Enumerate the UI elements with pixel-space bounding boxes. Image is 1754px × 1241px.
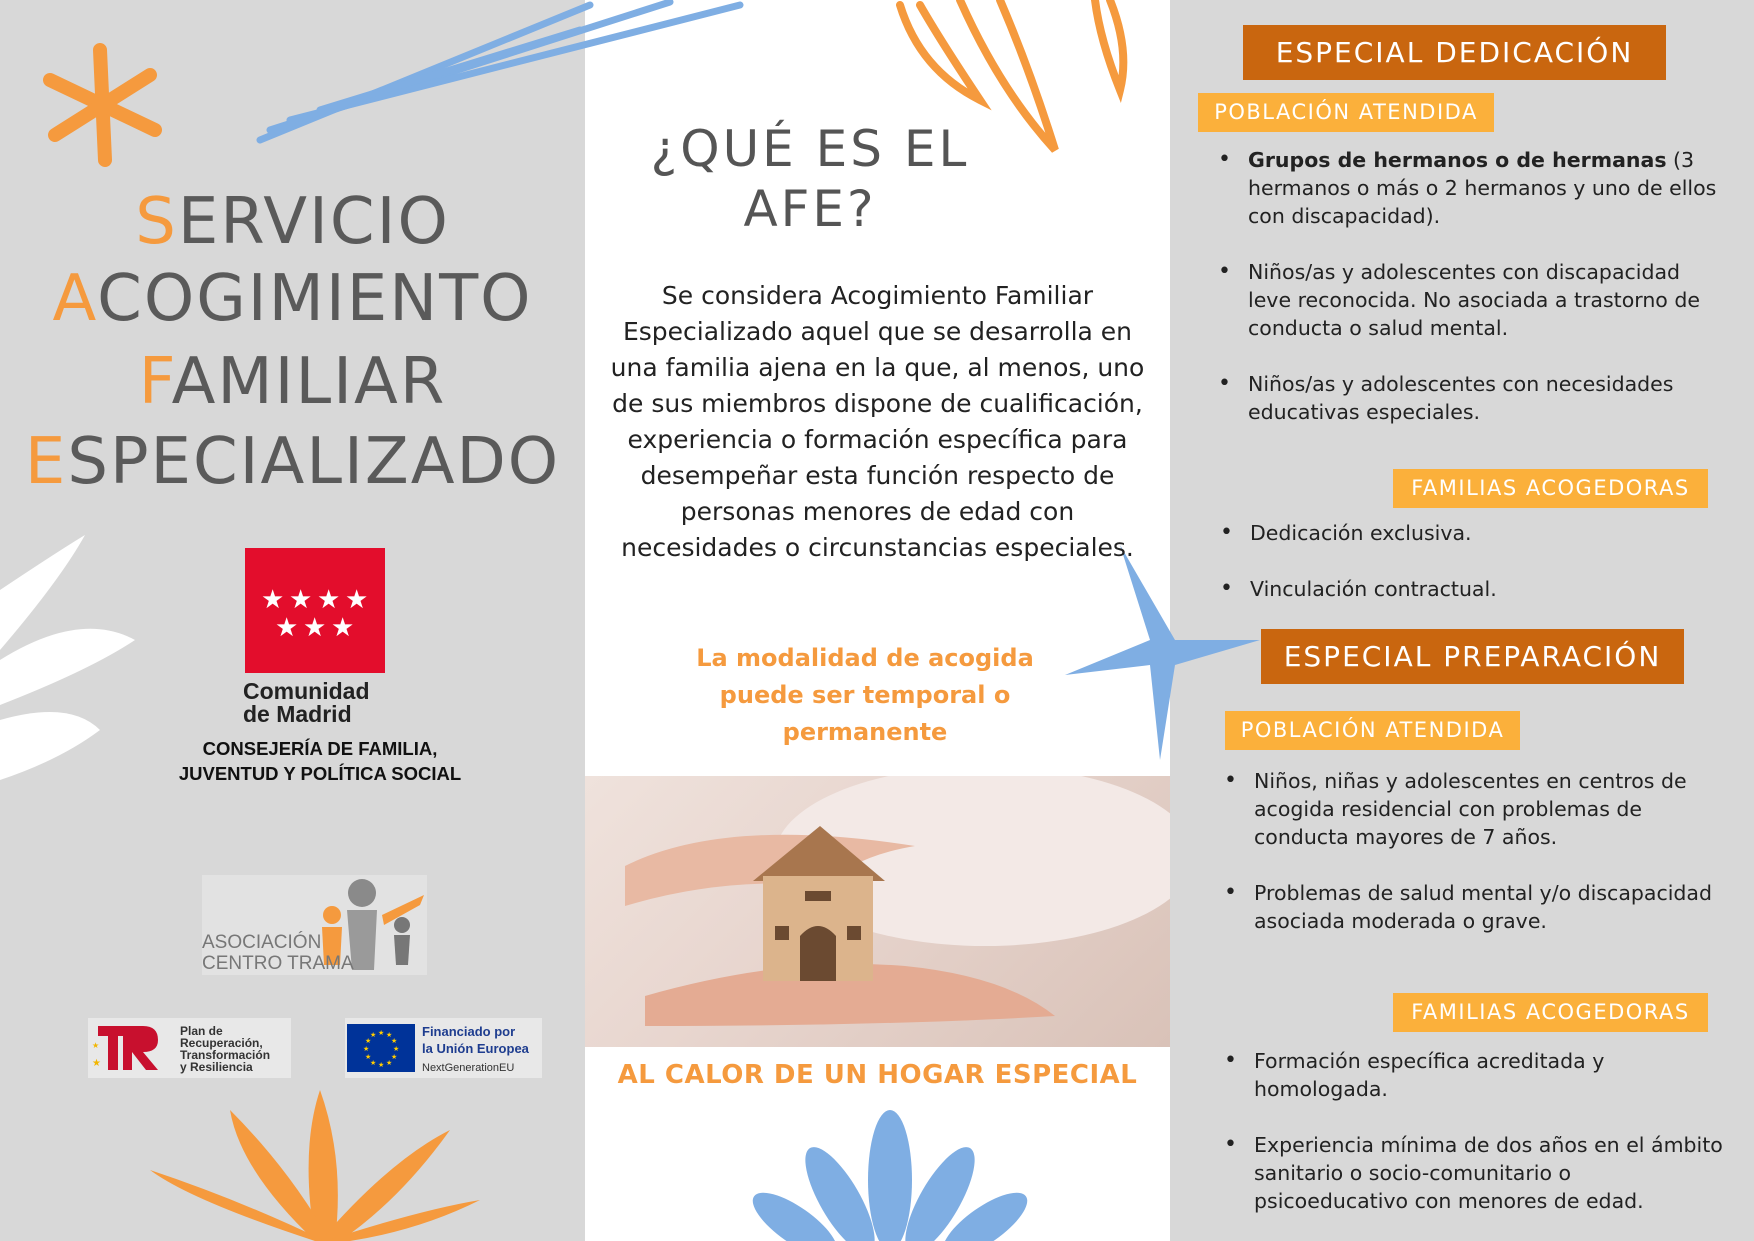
title-line-servicio: SERVICIO <box>135 185 450 259</box>
orange-flower-icon <box>150 1090 480 1241</box>
blue-flower-icon <box>745 1110 1035 1241</box>
svg-text:★: ★ <box>386 1031 393 1039</box>
prtr-line2: Recuperación, <box>180 1036 263 1050</box>
question-title-line1: ¿QUÉ ES EL <box>650 120 970 178</box>
svg-text:★: ★ <box>370 1031 377 1039</box>
comunidad-madrid-line1: Comunidad <box>243 678 370 704</box>
eu-line3: NextGenerationEU <box>422 1062 515 1074</box>
preparacion-poblacion-list <box>1254 767 1729 935</box>
house-icon <box>585 776 1170 1047</box>
madrid-stars-icon <box>245 548 385 673</box>
list-item: • Experiencia mínima de dos años en el ámbito sanitario o socio-comunitario o psicoeducativo con menores de edad. <box>1254 1131 1724 1215</box>
comunidad-madrid-flag <box>245 548 385 673</box>
preparacion-poblacion-tag: POBLACIÓN ATENDIDA <box>1225 711 1520 750</box>
especial-dedicacion-banner: ESPECIAL DEDICACIÓN <box>1243 25 1666 80</box>
modalidad-highlight: La modalidad de acogida puede ser temporal o permanente <box>696 644 1034 746</box>
trama-line2: CENTRO TRAMA <box>202 953 354 974</box>
eu-stars-icon <box>347 1024 415 1072</box>
dedicacion-poblacion-tag: POBLACIÓN ATENDIDA <box>1198 93 1494 132</box>
preparacion-familias-tag: FAMILIAS ACOGEDORAS <box>1393 993 1708 1032</box>
dedicacion-poblacion-list <box>1248 146 1718 426</box>
question-title-line2: AFE? <box>743 180 877 238</box>
consejeria-line2: JUVENTUD Y POLÍTICA SOCIAL <box>178 763 462 784</box>
title-line-especializado: ESPECIALIZADO <box>24 425 561 499</box>
hands-house-photo <box>585 776 1170 1047</box>
svg-text:★: ★ <box>261 585 285 615</box>
list-item: • Dedicación exclusiva. <box>1250 519 1710 547</box>
svg-text:★: ★ <box>289 585 313 615</box>
comunidad-madrid-line2: de Madrid <box>243 701 352 727</box>
white-leaves-icon <box>0 530 140 790</box>
asterisk-orange-icon <box>30 40 170 170</box>
svg-text:★: ★ <box>391 1053 398 1061</box>
svg-text:★: ★ <box>365 1053 372 1061</box>
svg-text:★: ★ <box>92 1058 101 1069</box>
svg-text:★: ★ <box>303 613 327 643</box>
prtr-line3: Transformación <box>180 1048 271 1062</box>
svg-text:★: ★ <box>391 1037 398 1045</box>
svg-text:★: ★ <box>317 585 341 615</box>
prtr-mark-icon <box>88 1018 168 1078</box>
list-item: • Vinculación contractual. <box>1250 575 1710 603</box>
svg-text:★: ★ <box>378 1061 385 1069</box>
svg-text:★: ★ <box>378 1029 385 1037</box>
title-line-acogimiento: ACOGIMIENTO <box>52 262 533 336</box>
svg-text:★: ★ <box>275 613 299 643</box>
dedicacion-familias-tag: FAMILIAS ACOGEDORAS <box>1393 469 1708 508</box>
list-item: • Niños/as y adolescentes con discapacidad leve reconocida. No asociada a trastorno de conducta o salud mental. <box>1248 258 1718 342</box>
list-item: • Grupos de hermanos o de hermanas (3 hermanos o más o 2 hermanos y uno de ellos con discapacidad). <box>1248 146 1718 230</box>
svg-text:★: ★ <box>365 1037 372 1045</box>
svg-text:★: ★ <box>363 1045 370 1053</box>
especial-preparacion-banner: ESPECIAL PREPARACIÓN <box>1261 629 1684 684</box>
svg-text:★: ★ <box>345 585 369 615</box>
svg-text:★: ★ <box>393 1045 400 1053</box>
consejeria-line1: CONSEJERÍA DE FAMILIA, <box>202 738 438 759</box>
svg-text:★: ★ <box>92 1041 100 1050</box>
svg-text:★: ★ <box>386 1059 393 1067</box>
svg-text:★: ★ <box>331 613 355 643</box>
trama-line1: ASOCIACIÓN <box>202 932 322 953</box>
svg-text:★: ★ <box>370 1059 377 1067</box>
prtr-line1: Plan de <box>180 1024 223 1038</box>
list-item: • Niños/as y adolescentes con necesidades educativas especiales. <box>1248 370 1718 426</box>
eu-line1: Financiado por <box>422 1024 516 1039</box>
list-item: • Niños, niñas y adolescentes en centros de acogida residencial con problemas de conducta mayores de 7 años. <box>1254 767 1729 851</box>
preparacion-familias-list <box>1254 1047 1724 1215</box>
title-line-familiar: FAMILIAR <box>138 345 447 419</box>
eu-line2: la Unión Europea <box>422 1041 529 1056</box>
hogar-especial-footer: AL CALOR DE UN HOGAR ESPECIAL <box>617 1060 1138 1090</box>
list-item: • Problemas de salud mental y/o discapacidad asociada moderada o grave. <box>1254 879 1729 935</box>
afe-definition-paragraph: Se considera Acogimiento Familiar Especializado aquel que se desarrolla en una familia ajena en la que, al menos, uno de sus miembros dispone de cualificación, experiencia o formación específica para desempeñar esta función respecto de personas menores de edad con necesidades o circunstancias especiales. <box>610 281 1145 562</box>
dedicacion-familias-list <box>1250 519 1710 603</box>
prtr-line4: y Resiliencia <box>180 1060 253 1074</box>
list-item: • Formación específica acreditada y homologada. <box>1254 1047 1724 1103</box>
